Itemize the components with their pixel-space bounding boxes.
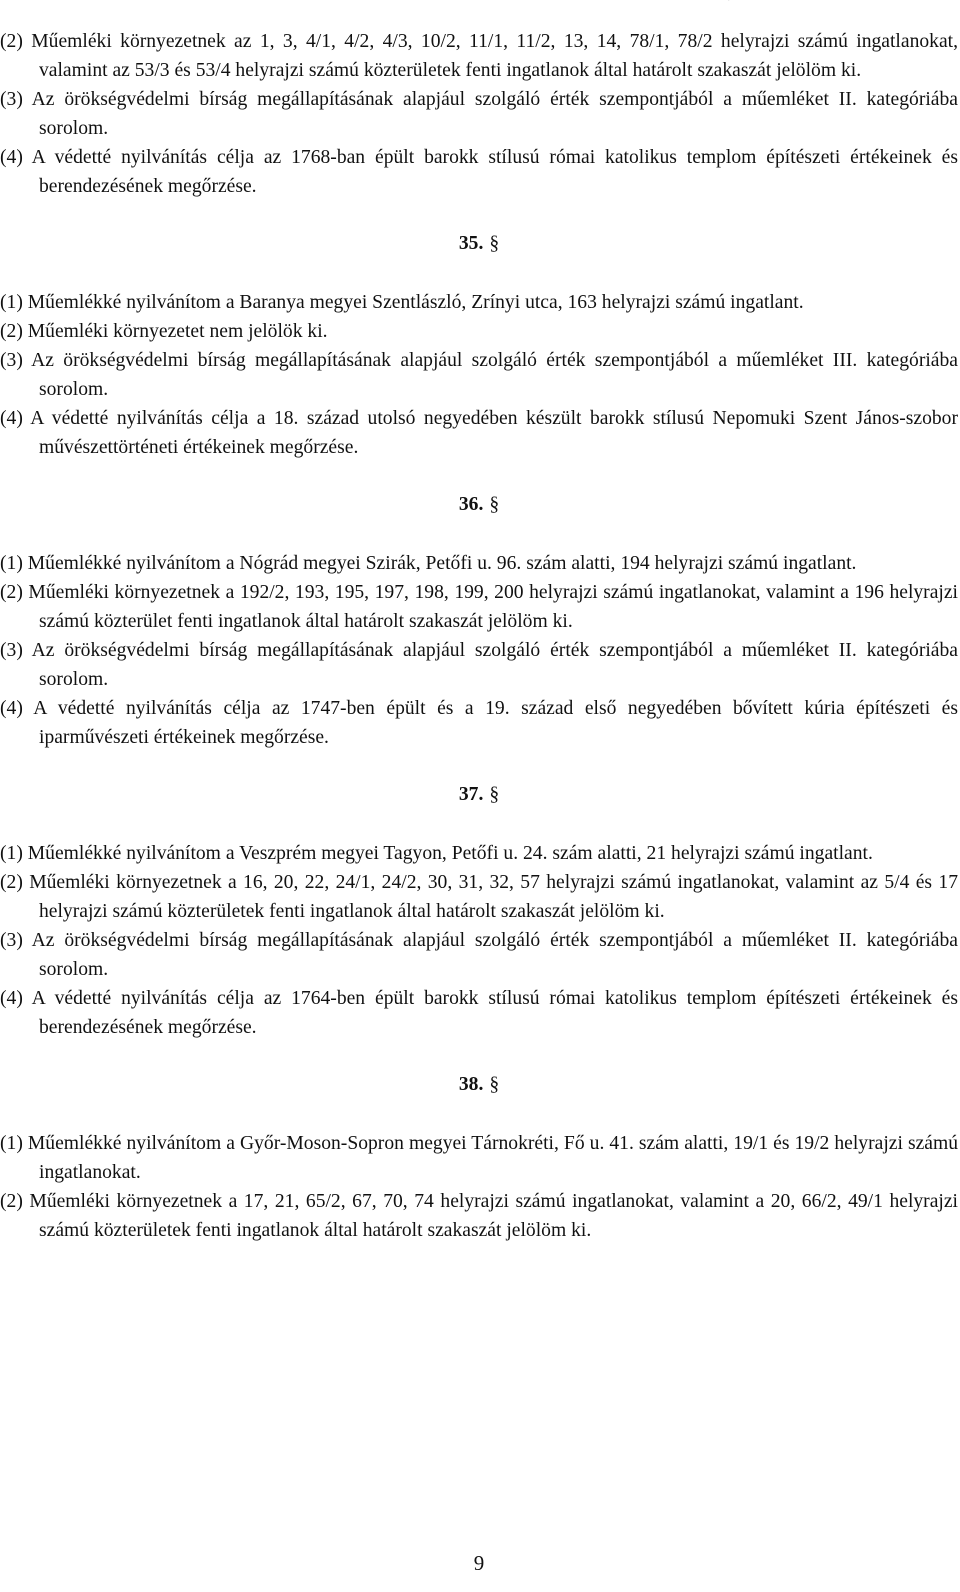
spacer	[0, 809, 958, 839]
paragraph: (3) Az örökségvédelmi bírság megállapításának alapjául szolgáló érték szempontjából a műemléket III. kategóriába sorolom.	[0, 350, 958, 400]
spacer	[0, 201, 958, 229]
paragraph: (4) A védetté nyilvánítás célja az 1764-ben épült barokk stílusú római katolikus templom építészeti értékeinek és berendezésének megőrzése.	[0, 988, 958, 1038]
spacer	[0, 462, 958, 490]
section-heading-36	[0, 490, 958, 519]
section-sign: §	[489, 494, 500, 515]
paragraph: (2) Műemléki környezetnek az 1, 3, 4/1, 4/2, 4/3, 10/2, 11/1, 11/2, 13, 14, 78/1, 78/2 helyrajzi számú ingatlanokat, valamint az 53/3 és 53/4 helyrajzi számú közterületek fenti ingatlanok által határolt szakaszát jelölöm ki.	[0, 31, 958, 81]
paragraph: (1) Műemlékké nyilvánítom a Veszprém megyei Tagyon, Petőfi u. 24. szám alatti, 21 helyrajzi számú ingatlant.	[0, 843, 873, 864]
section-sign: §	[489, 233, 500, 254]
spacer	[0, 258, 958, 288]
section-heading-35	[0, 229, 958, 258]
spacer	[0, 1099, 958, 1129]
paragraph: (2) Műemléki környezetnek a 16, 20, 22, 24/1, 24/2, 30, 31, 32, 57 helyrajzi számú ingatlanokat, valamint az 5/4 és 17 helyrajzi számú közterületek fenti ingatlanok által határolt szakaszát jelölöm ki.	[0, 872, 958, 922]
paragraph: (2) Műemléki környezetet nem jelölök ki.	[0, 321, 328, 342]
section-heading-37	[0, 780, 958, 809]
paragraph: (1) Műemlékké nyilvánítom a Baranya megyei Szentlászló, Zrínyi utca, 163 helyrajzi számú ingatlant.	[0, 292, 804, 313]
paragraph: (2) Műemléki környezetnek a 17, 21, 65/2, 67, 70, 74 helyrajzi számú ingatlanokat, valamint a 20, 66/2, 49/1 helyrajzi számú közterületek fenti ingatlanok által határolt szakaszát jelölöm ki.	[0, 1191, 958, 1241]
paragraph: (3) Az örökségvédelmi bírság megállapításának alapjául szolgáló érték szempontjából a műemléket II. kategóriába sorolom.	[0, 640, 958, 690]
document-body	[0, 27, 958, 1245]
spacer	[0, 752, 958, 780]
section-sign: §	[489, 784, 500, 805]
section-number: 35.	[458, 233, 484, 254]
spacer	[0, 519, 958, 549]
section-number: 36.	[458, 494, 484, 515]
paragraph: (1) Műemlékké nyilvánítom a Győr-Moson-Sopron megyei Tárnokréti, Fő u. 41. szám alatti, 19/1 és 19/2 helyrajzi számú ingatlanokat.	[0, 1133, 958, 1183]
paragraph: (2) Műemléki környezetnek a 192/2, 193, 195, 197, 198, 199, 200 helyrajzi számú ingatlanokat, valamint a 196 helyrajzi számú közterület fenti ingatlanok által határolt szakaszát jelölöm ki.	[0, 582, 958, 632]
paragraph: (1) Műemlékké nyilvánítom a Nógrád megyei Szirák, Petőfi u. 96. szám alatti, 194 helyrajzi számú ingatlant.	[0, 553, 857, 574]
paragraph: (4) A védetté nyilvánítás célja a 18. század utolsó negyedében készült barokk stílusú Nepomuki Szent János-szobor művészettörténeti értékeinek megőrzése.	[0, 408, 958, 458]
section-number: 38.	[458, 1074, 484, 1095]
scan-mark	[728, 0, 738, 2]
section-number: 37.	[458, 784, 484, 805]
paragraph: (4) A védetté nyilvánítás célja az 1747-ben épült és a 19. század első negyedében bővített kúria építészeti és iparművészeti értékeinek megőrzése.	[0, 698, 958, 748]
paragraph: (4) A védetté nyilvánítás célja az 1768-ban épült barokk stílusú római katolikus templom építészeti értékeinek és berendezésének megőrzése.	[0, 147, 958, 197]
section-heading-38	[0, 1070, 958, 1099]
page-number: 9	[473, 1551, 485, 1575]
paragraph: (3) Az örökségvédelmi bírság megállapításának alapjául szolgáló érték szempontjából a műemléket II. kategóriába sorolom.	[0, 930, 958, 980]
section-sign: §	[489, 1074, 500, 1095]
paragraph: (3) Az örökségvédelmi bírság megállapításának alapjául szolgáló érték szempontjából a műemléket II. kategóriába sorolom.	[0, 89, 958, 139]
spacer	[0, 1042, 958, 1070]
